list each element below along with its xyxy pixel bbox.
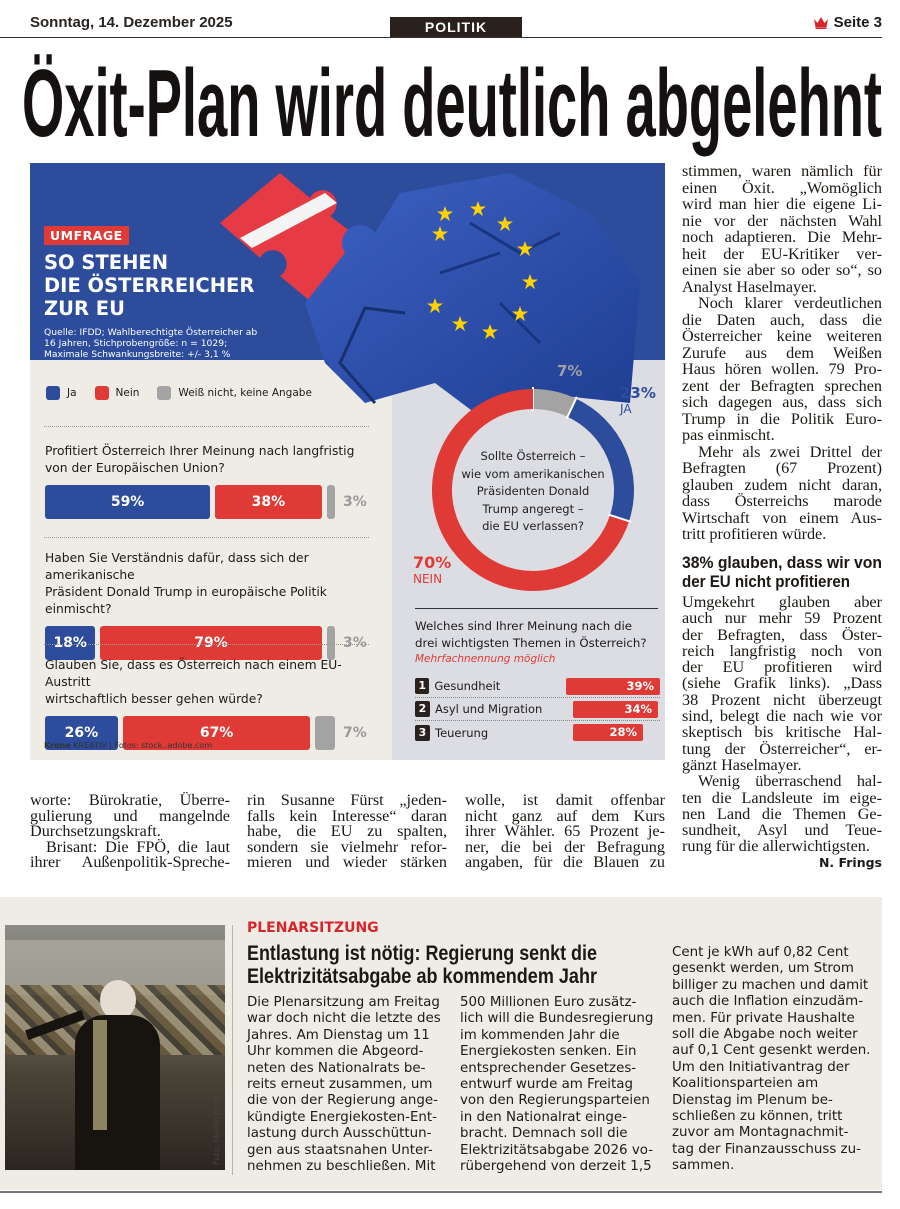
text-line: nicht ganz auf dem Kurs — [465, 806, 665, 825]
question-text: Präsident Donald Trump in europäische Politik einmischt? — [45, 585, 327, 616]
text-line: ihrer Wähler. 65 Prozent je- — [465, 822, 665, 841]
text-line: Mehr als zwei Drittel der — [698, 442, 882, 461]
photo-person-body — [75, 1015, 160, 1170]
text-line: rung für die allerwichtigsten. — [682, 837, 870, 856]
themes-question — [415, 618, 647, 666]
legend-swatch — [95, 386, 109, 400]
divider — [44, 537, 369, 538]
title-line: SO STEHEN — [44, 251, 169, 274]
rank-badge: 2 — [415, 701, 430, 717]
text-line: Analyst Haselmayer. — [682, 277, 817, 296]
text-line: Österreicher keine weiteren — [682, 327, 882, 345]
stacked-bar — [45, 626, 385, 660]
text-line: Wirtschaft von einem Aus- — [682, 508, 882, 527]
text-line: gulierung und mangelnde — [30, 806, 230, 825]
text-line: 500 Millionen Euro zusätz- — [460, 995, 637, 1010]
source-line: Maximale Schwankungsbreite: +/- 3,1 % — [44, 349, 231, 360]
bar-ja: 59% — [45, 485, 210, 519]
text-line: in den Nationalrat einge- — [460, 1109, 627, 1125]
bar-nein: 38% — [215, 485, 321, 519]
photo-person-head — [100, 980, 136, 1020]
box-headline-line: Elektrizitätsabgabe ab kommendem Jahr — [247, 965, 597, 988]
text-line: Uhr kommen die Abgeord- — [247, 1044, 424, 1060]
survey-graphic — [30, 163, 665, 760]
nein-value: 70% — [413, 553, 452, 572]
text-line: noch adaptieren. Die Mehr- — [682, 228, 882, 246]
text-line: im kommenden Jahr die — [460, 1027, 620, 1043]
nein-text: NEIN — [413, 572, 443, 586]
themes-question-line: drei wichtigsten Themen in Österreich? — [415, 636, 647, 650]
theme-label: Gesundheit — [434, 679, 501, 693]
box-column — [460, 995, 660, 1175]
author: N. Frings — [818, 855, 882, 870]
text-line: glauben zudem nicht daran, — [682, 475, 882, 494]
bar-weiss-label: 3% — [342, 494, 367, 510]
legend-item — [157, 386, 312, 400]
text-line: pas einmischt. — [682, 426, 775, 444]
text-line: Durchsetzungskraft. — [30, 822, 161, 841]
question-text: wirtschaftlich besser gehen würde? — [45, 692, 263, 706]
text-line: war doch nicht die letzte des — [247, 1011, 441, 1027]
text-line: Cent je kWh auf 0,82 Cent — [672, 945, 849, 960]
text-line: lich will die Bundesregierung — [460, 1011, 654, 1027]
graphic-title — [44, 251, 254, 320]
text-line: sind, belegt die nach wie vor — [682, 707, 882, 726]
text-line: die Daten auch, dass die — [682, 310, 882, 329]
theme-row — [415, 698, 660, 721]
title-line: ZUR EU — [44, 297, 125, 320]
graphic-source — [44, 327, 257, 360]
legend-label: Ja — [67, 387, 77, 399]
article-column — [30, 793, 230, 871]
bar-weiss-label: 7% — [342, 725, 367, 741]
bar-weiss — [327, 485, 335, 519]
themes-list — [415, 675, 660, 744]
source-line: 16 Jahren, Stichprobengröße: n = 1029; — [44, 338, 228, 349]
donut-question-line: Trump angeregt – — [482, 501, 584, 516]
text-line: einen sie aber so oder so“, so — [682, 261, 882, 279]
text-line: entsprechender Gesetzes- — [460, 1060, 637, 1076]
bar-ja: 26% — [45, 716, 118, 750]
text-line: nehmen zu beschließen. Mit — [247, 1159, 436, 1175]
text-line: tritt profitieren würde. — [682, 525, 827, 543]
text-line: der Befragten, dass Öster- — [682, 625, 882, 644]
bar-nein: 79% — [100, 626, 321, 660]
theme-bar: 28% — [573, 724, 643, 741]
page-number — [813, 14, 882, 31]
text-line: Dienstag im Plenum be- — [672, 1092, 833, 1108]
headline-text: Öxit-Plan wird deutlich abgelehnt — [22, 50, 883, 157]
question-text: Glauben Sie, dass es Österreich nach einem EU-Austritt — [45, 658, 342, 689]
issue-date: Sonntag, 14. Dezember 2025 — [30, 14, 233, 31]
text-line: rin Susanne Fürst „jeden- — [247, 791, 447, 809]
legend-swatch — [46, 386, 60, 400]
theme-bar: 39% — [566, 678, 660, 695]
text-line: Befragten (67 Prozent) — [682, 459, 882, 477]
ja-value: 23% — [620, 384, 656, 402]
text-line: kündigte Energiekosten-Ent- — [247, 1109, 437, 1125]
box-headline — [247, 940, 607, 990]
text-line: bracht. Demnach soll die — [460, 1126, 628, 1142]
bar-weiss — [315, 716, 335, 750]
text-line: Um den Initiativantrag der — [672, 1059, 850, 1075]
theme-row — [415, 675, 660, 698]
donut-question-line: Präsidenten Donald — [476, 484, 590, 498]
text-line: ten die Landsleute im eige- — [682, 788, 882, 807]
text-line: zent der Befragten sprechen — [682, 376, 882, 395]
text-line: Jahres. Am Dienstag um 11 — [247, 1027, 430, 1043]
text-line: lastung durch Ausschüttun- — [247, 1126, 432, 1142]
crown-icon — [813, 16, 829, 29]
source-line: Quelle: IFDD; Wahlberechtigte Österreicher ab — [44, 327, 258, 338]
text-line: auch die Inflation einzudäm- — [672, 994, 864, 1010]
donut-question — [433, 448, 633, 536]
text-line: Trump in die Politik Euro- — [682, 409, 882, 428]
text-line: reits erneut zusammen, um — [247, 1077, 433, 1093]
text-line: Haus hören wollen. 79 Pro- — [682, 360, 882, 378]
themes-question-line: Welches sind Ihrer Meinung nach die — [415, 619, 632, 633]
text-line: Umgekehrt glauben aber — [682, 593, 882, 611]
text-line: entwurf wurde am Freitag — [460, 1077, 633, 1093]
donut-weiss-label: 7% — [557, 362, 583, 380]
text-line: Noch klarer verdeutlichen — [698, 294, 882, 312]
title-line: DIE ÖSTERREICHER — [44, 274, 255, 297]
text-line: gen aus staatsnahen Unter- — [247, 1142, 433, 1158]
question-text: von der Europäischen Union? — [45, 461, 225, 475]
ja-text: JA — [620, 402, 632, 416]
question-text: Profitiert Österreich Ihrer Meinung nach langfristig — [45, 444, 355, 458]
text-line: gesenkt werden, um Strom — [672, 961, 854, 977]
photo-scarf — [93, 1020, 107, 1130]
headline — [20, 50, 885, 157]
article-photo — [5, 925, 225, 1170]
theme-label: Asyl und Migration — [435, 702, 543, 716]
subhead-line: 38% glauben, dass wir von — [682, 553, 882, 572]
theme-row — [415, 721, 660, 744]
header-divider — [0, 37, 882, 38]
text-line: nen Land die Themen Ge- — [682, 804, 882, 823]
rank-badge: 1 — [415, 678, 429, 694]
text-line: von den Regierungsparteien — [460, 1093, 650, 1109]
credit-text: KREATIV | Fotos: stock..adobe.com — [70, 741, 212, 750]
divider — [44, 426, 369, 427]
box-headline-line: Entlastung ist nötig: Regierung senkt die — [247, 942, 597, 965]
text-line: heit der EU-Kritiker ver- — [682, 244, 882, 263]
bar-weiss — [327, 626, 335, 660]
text-line: ner, die bei der Befragung — [465, 837, 665, 856]
legend — [46, 386, 312, 400]
divider — [44, 644, 369, 645]
kicker-badge: UMFRAGE — [44, 226, 129, 245]
text-line: Wenig überraschend hal- — [698, 772, 882, 791]
donut-segment-weiss — [533, 399, 572, 408]
donut-question-line: wie vom amerikanischen — [461, 466, 605, 481]
text-line: ihrer Außenpolitik-Spreche- — [30, 853, 230, 872]
box-kicker: PLENARSITZUNG — [247, 920, 379, 936]
question-block — [45, 550, 385, 657]
text-line: men. Für private Haushalte — [672, 1010, 855, 1026]
text-line: dass Österreichs marode — [682, 492, 882, 510]
text-line: soll die Abgabe noch weiter — [672, 1027, 858, 1043]
text-line: auf 0,1 Cent gesenkt werden. — [672, 1043, 871, 1059]
text-line: Zurufe aus dem Weißen — [682, 343, 882, 362]
bar-weiss-label: 3% — [342, 635, 367, 651]
bar-nein: 67% — [123, 716, 311, 750]
article-column-right-bottom — [682, 594, 882, 855]
box-column — [247, 995, 447, 1175]
theme-bar: 34% — [573, 701, 658, 718]
text-line: einen Öxit. „Womöglich — [682, 178, 882, 197]
text-line: stimmen, waren nämlich für — [682, 162, 882, 180]
text-line: auch nur mehr 59 Prozent — [682, 609, 882, 628]
stacked-bar — [45, 485, 385, 519]
donut-question-line: die EU verlassen? — [482, 519, 584, 533]
page-label: Seite 3 — [833, 14, 882, 31]
donut-question-line: Sollte Österreich – — [480, 449, 586, 463]
text-line: tung der Österreicher“, er- — [682, 739, 882, 758]
divider — [415, 608, 658, 609]
subhead-line: der EU nicht profitieren — [682, 572, 850, 591]
legend-swatch — [157, 386, 171, 400]
text-line: die von der Regierung ange- — [247, 1093, 438, 1109]
text-line: (siehe Grafik links). „Dass — [682, 674, 882, 693]
text-line: sondern sie vielmehr refor- — [247, 837, 447, 856]
text-line: Energiekosten senken. Ein — [460, 1044, 637, 1060]
text-line: habe, die EU zu spalten, — [247, 822, 447, 841]
section-label: POLITIK — [390, 17, 522, 37]
article-subhead — [682, 552, 884, 592]
text-line: nie vor der nächsten Wahl — [682, 211, 882, 230]
text-line: gänzt Haselmayer. — [682, 755, 802, 774]
text-line: sundheit, Asyl und Teue- — [682, 821, 882, 840]
text-line: 38 Prozent nicht überzeugt — [682, 690, 882, 709]
text-line: sich dagegen aus, dass sich — [682, 393, 882, 411]
text-line: billiger zu machen und damit — [672, 977, 869, 993]
text-line: mieren und wieder stärken — [247, 853, 447, 872]
donut-nein-label — [413, 555, 451, 587]
text-line: der EU profitieren wird — [682, 658, 882, 677]
themes-note: Mehrfachnennung möglich — [415, 653, 556, 665]
credit-brand: Krone — [44, 741, 71, 750]
question-text: Haben Sie Verständnis dafür, dass sich der amerikanische — [45, 551, 309, 582]
divider — [232, 925, 233, 1175]
text-line: sammen. — [672, 1158, 735, 1174]
text-line: angaben, für die Blauen zu — [465, 853, 665, 872]
text-line: worte: Bürokratie, Überre- — [30, 791, 230, 809]
text-line: wird man hier die eigene Li- — [682, 195, 882, 213]
article-column-right-top — [682, 163, 882, 543]
legend-item — [46, 386, 77, 400]
question-bars — [45, 443, 385, 757]
article-column — [465, 793, 665, 871]
article-column — [247, 793, 447, 871]
donut-ja-label — [620, 385, 656, 417]
text-line: falls kein Interesse“ daran — [247, 806, 447, 825]
bar-ja: 18% — [45, 626, 95, 660]
text-line: rübergehend von derzeit 1,5 — [460, 1159, 652, 1175]
box-column — [672, 945, 882, 1175]
photo-credit: Foto: Martin Jöchl — [212, 1095, 221, 1165]
text-line: wolle, ist damit offenbar — [465, 791, 665, 809]
text-line: zuvor am Montagnachmit- — [672, 1125, 849, 1141]
question-block — [45, 443, 385, 550]
legend-label: Weiß nicht, keine Angabe — [178, 387, 312, 399]
legend-label: Nein — [115, 387, 140, 399]
legend-item — [95, 386, 140, 400]
theme-label: Teuerung — [435, 725, 489, 740]
text-line: Elektrizitätsabgabe 2026 vo- — [460, 1142, 654, 1158]
text-line: schließen zu können, tritt — [672, 1109, 843, 1125]
rank-badge: 3 — [415, 725, 430, 741]
graphic-credit — [44, 741, 212, 750]
page-bottom-rule — [0, 1191, 882, 1193]
text-line: neten des Nationalrats be- — [247, 1060, 426, 1076]
text-line: reich langfristig noch von — [682, 641, 882, 660]
text-line: Brisant: Die FPÖ, die laut — [46, 837, 230, 856]
text-line: tag der Finanzausschuss zu- — [672, 1141, 861, 1157]
text-line: Die Plenarsitzung am Freitag — [247, 995, 440, 1010]
text-line: skeptisch bis kritische Hal- — [682, 723, 882, 742]
text-line: Koalitionsparteien am — [672, 1076, 819, 1092]
